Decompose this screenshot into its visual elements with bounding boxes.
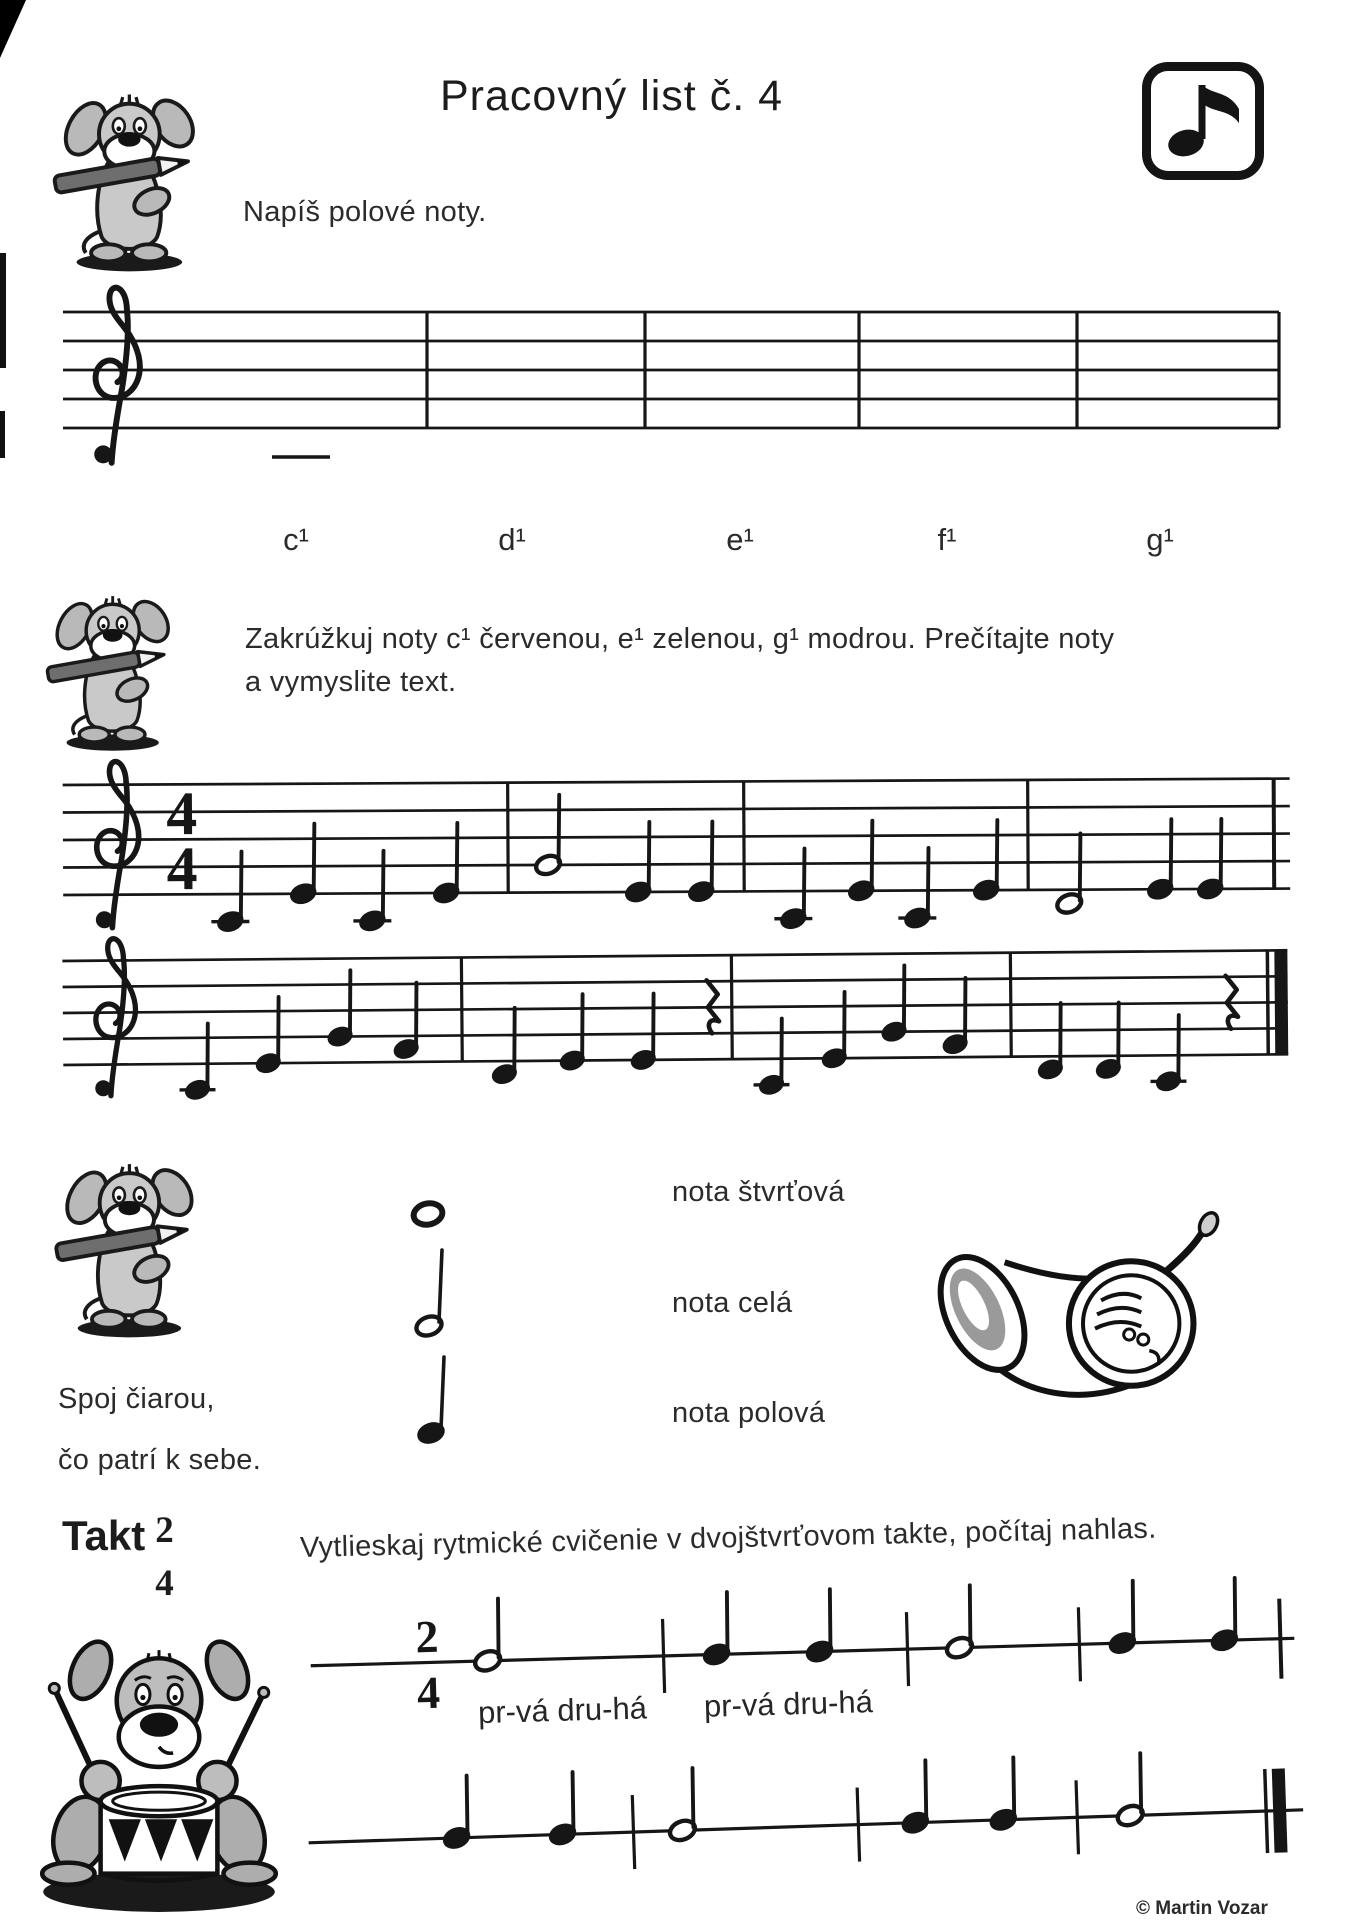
eighth-note-badge	[1142, 62, 1264, 180]
dog-with-drum-illustration	[28, 1628, 290, 1920]
takt-fraction	[155, 1504, 174, 1610]
french-horn-illustration	[930, 1208, 1242, 1434]
empty-staff-svg	[60, 292, 1310, 492]
takt-denominator: 4	[155, 1563, 174, 1604]
note-name-f1: f¹	[937, 522, 957, 557]
dog-with-pencil-illustration	[48, 1146, 216, 1340]
svg-text:pr-vá dru-há: pr-vá dru-há	[703, 1684, 874, 1724]
scan-edge-mark	[0, 411, 5, 458]
dog-with-pencil-illustration	[40, 580, 190, 753]
melody-line-2-svg	[59, 910, 1311, 1141]
scan-edge-mark	[0, 253, 6, 368]
instruction-write-half-notes: Napíš polové noty.	[243, 196, 487, 228]
takt-label: Takt	[62, 1512, 146, 1559]
note-name-g1: g¹	[1146, 522, 1174, 557]
dog-with-pencil-illustration	[46, 76, 218, 274]
copyright-text: © Martin Vozar	[1136, 1898, 1268, 1919]
rhythm-line-1-svg	[301, 1568, 1315, 1756]
svg-text:2: 2	[414, 1610, 440, 1663]
rhythm-instruction: Vytlieskaj rytmické cvičenie v dvojštvrťovom takte, počítaj nahlas.	[299, 1512, 1157, 1564]
note-name-d1: d¹	[498, 522, 526, 557]
svg-text:4: 4	[166, 835, 198, 904]
instruction-circle-notes	[245, 618, 1114, 704]
note-name-e1: e¹	[726, 522, 754, 557]
match-label-half: nota polová	[672, 1397, 826, 1429]
instruction-line: Zakrúžkuj noty c¹ červenou, e¹ zelenou, g¹ modrou. Prečítajte noty	[245, 623, 1115, 655]
takt-numerator: 2	[155, 1510, 174, 1551]
eighth-note-icon	[1151, 71, 1255, 171]
svg-text:4: 4	[416, 1666, 441, 1719]
match-instruction-line1: Spoj čiarou,	[58, 1383, 215, 1415]
svg-text:4: 4	[166, 780, 198, 849]
svg-text:pr-vá dru-há: pr-vá dru-há	[477, 1690, 648, 1731]
instruction-line: a vymyslite text.	[245, 666, 457, 698]
scan-corner-mark	[0, 0, 26, 58]
note-name-c1: c¹	[283, 522, 309, 557]
match-label-quarter: nota štvrťová	[672, 1176, 845, 1208]
match-label-whole: nota celá	[672, 1287, 793, 1319]
page-title: Pracovný list č. 4	[440, 72, 783, 120]
match-instruction-line2: čo patrí k sebe.	[58, 1444, 262, 1476]
note-symbols-svg	[396, 1186, 486, 1456]
takt-heading	[62, 1512, 174, 1610]
